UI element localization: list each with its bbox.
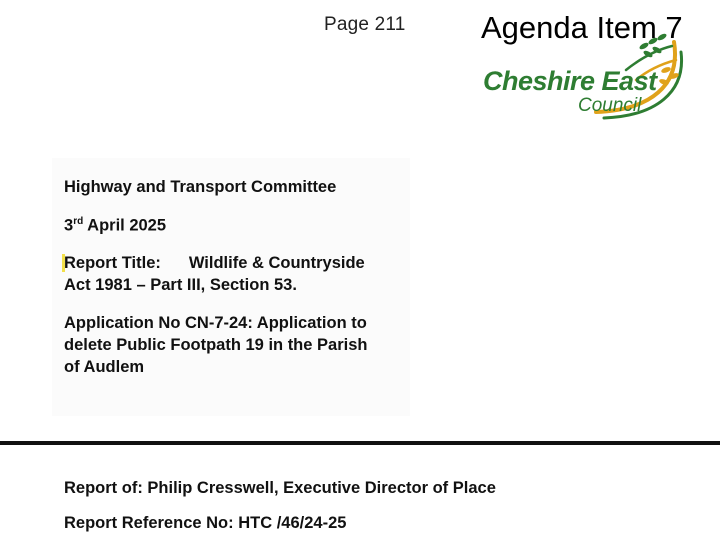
logo-wordmark-line1: Cheshire East bbox=[483, 66, 657, 96]
report-title-line2: Act 1981 – Part III, Section 53. bbox=[64, 276, 297, 294]
report-title-line1 bbox=[64, 254, 365, 273]
application-line3: of Audlem bbox=[64, 358, 145, 376]
report-of: Report of: Philip Cresswell, Executive Director of Place bbox=[64, 479, 496, 497]
application-line2: delete Public Footpath 19 in the Parish bbox=[64, 336, 368, 354]
committee-name: Highway and Transport Committee bbox=[64, 178, 337, 196]
date-month-year: April 2025 bbox=[83, 216, 167, 235]
section-divider bbox=[0, 441, 720, 445]
application-line1: Application No CN-7-24: Application to bbox=[64, 314, 367, 332]
report-title-label: Report Title: bbox=[64, 254, 161, 272]
meeting-date bbox=[64, 216, 166, 236]
report-title-value: Wildlife & Countryside bbox=[188, 254, 365, 272]
date-day: 3 bbox=[64, 216, 74, 235]
page-number: Page 211 bbox=[324, 14, 406, 35]
report-reference: Report Reference No: HTC /46/24-25 bbox=[64, 514, 347, 532]
agenda-item-heading: Agenda Item 7 bbox=[481, 10, 683, 45]
logo-wordmark-line2: Council bbox=[578, 95, 642, 116]
date-suffix: rd bbox=[73, 216, 84, 227]
